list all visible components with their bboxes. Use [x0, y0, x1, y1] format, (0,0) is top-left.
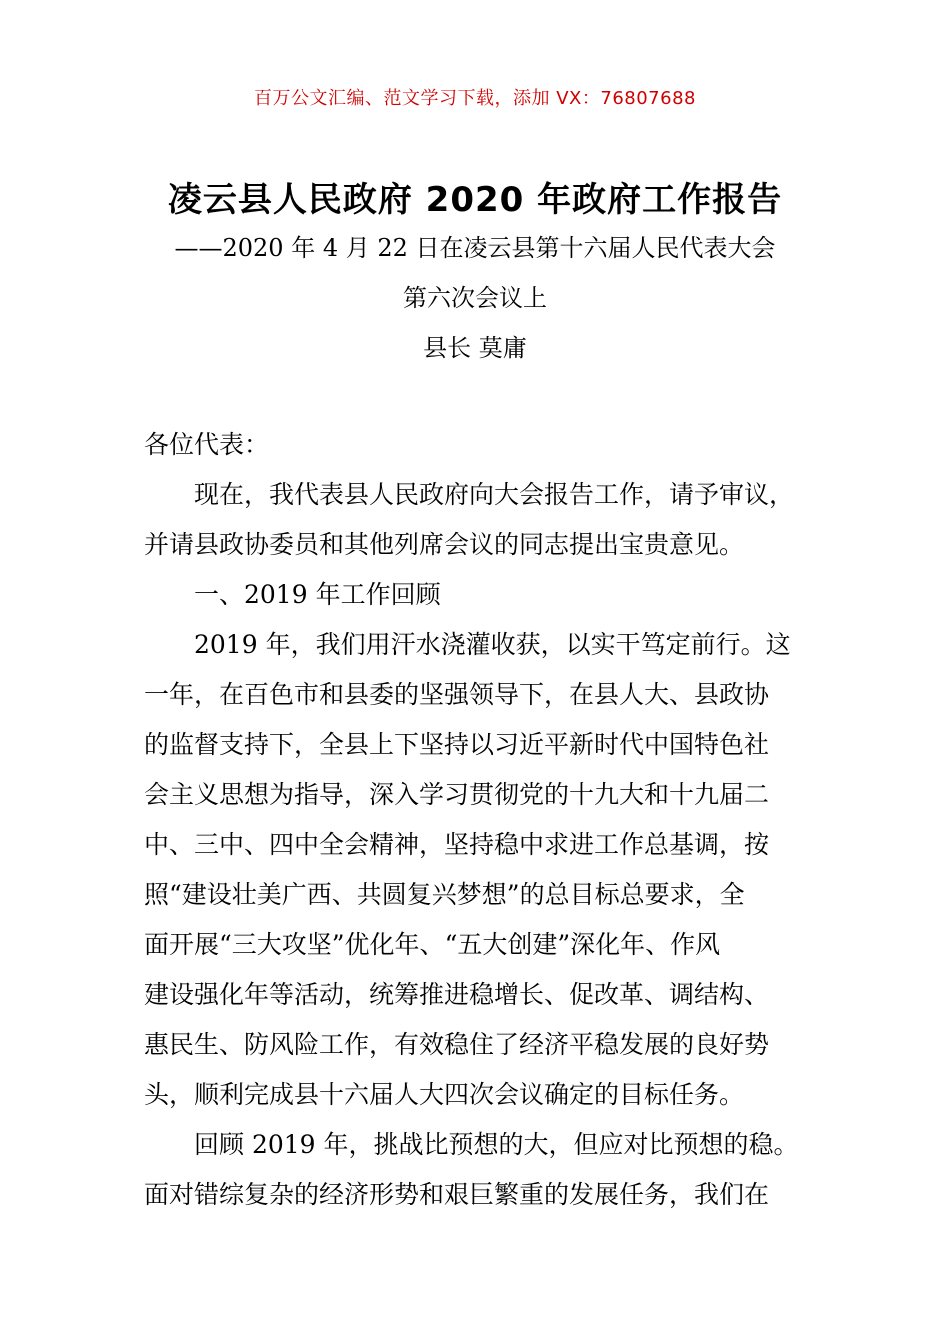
paragraph-line: 2019 年，我们用汗水浇灌收获，以实干笃定前行。这 — [194, 630, 791, 659]
paragraph-opening — [144, 470, 814, 570]
paragraph-line: 会主义思想为指导，深入学习贯彻党的十九大和十九届二 — [144, 780, 770, 809]
section-heading-text: 一、2019 年工作回顾 — [194, 580, 441, 609]
section-heading — [144, 570, 814, 620]
paragraph-line: 的监督支持下，全县上下坚持以习近平新时代中国特色社 — [144, 730, 770, 759]
document-title: 凌云县人民政府 2020 年政府工作报告 — [167, 180, 783, 220]
paragraph-line: 惠民生、防风险工作，有效稳住了经济平稳发展的良好势 — [144, 1030, 770, 1059]
salutation: 各位代表： — [144, 430, 270, 459]
header-banner: 百万公文汇编、范文学习下载，添加 VX：76807688 — [254, 88, 696, 109]
subtitle-line-2: 第六次会议上 — [403, 284, 547, 312]
paragraph-line: 面开展“三大攻坚”优化年、“五大创建”深化年、作风 — [144, 930, 721, 959]
author-line: 县长 莫庸 — [423, 334, 527, 362]
paragraph-line: 头，顺利完成县十六届人大四次会议确定的目标任务。 — [144, 1080, 745, 1109]
paragraph-line: 照“建设壮美广西、共圆复兴梦想”的总目标总要求，全 — [144, 880, 745, 909]
paragraph-line: 并请县政协委员和其他列席会议的同志提出宝贵意见。 — [144, 530, 745, 559]
paragraph-line: 现在，我代表县人民政府向大会报告工作，请予审议， — [194, 480, 795, 509]
paragraph-line: 一年，在百色市和县委的坚强领导下，在县人大、县政协 — [144, 680, 770, 709]
paragraph-line: 建设强化年等活动，统筹推进稳增长、促改革、调结构、 — [144, 980, 770, 1009]
paragraph-retrospect — [144, 1120, 814, 1220]
paragraph-line: 面对错综复杂的经济形势和艰巨繁重的发展任务，我们在 — [144, 1180, 770, 1209]
subtitle-line-1: ——2020 年 4 月 22 日在凌云县第十六届人民代表大会 — [174, 234, 776, 262]
paragraph-review — [144, 620, 814, 1120]
paragraph-line: 中、三中、四中全会精神，坚持稳中求进工作总基调，按 — [144, 830, 770, 859]
paragraph-line: 回顾 2019 年，挑战比预想的大，但应对比预想的稳。 — [194, 1130, 799, 1159]
